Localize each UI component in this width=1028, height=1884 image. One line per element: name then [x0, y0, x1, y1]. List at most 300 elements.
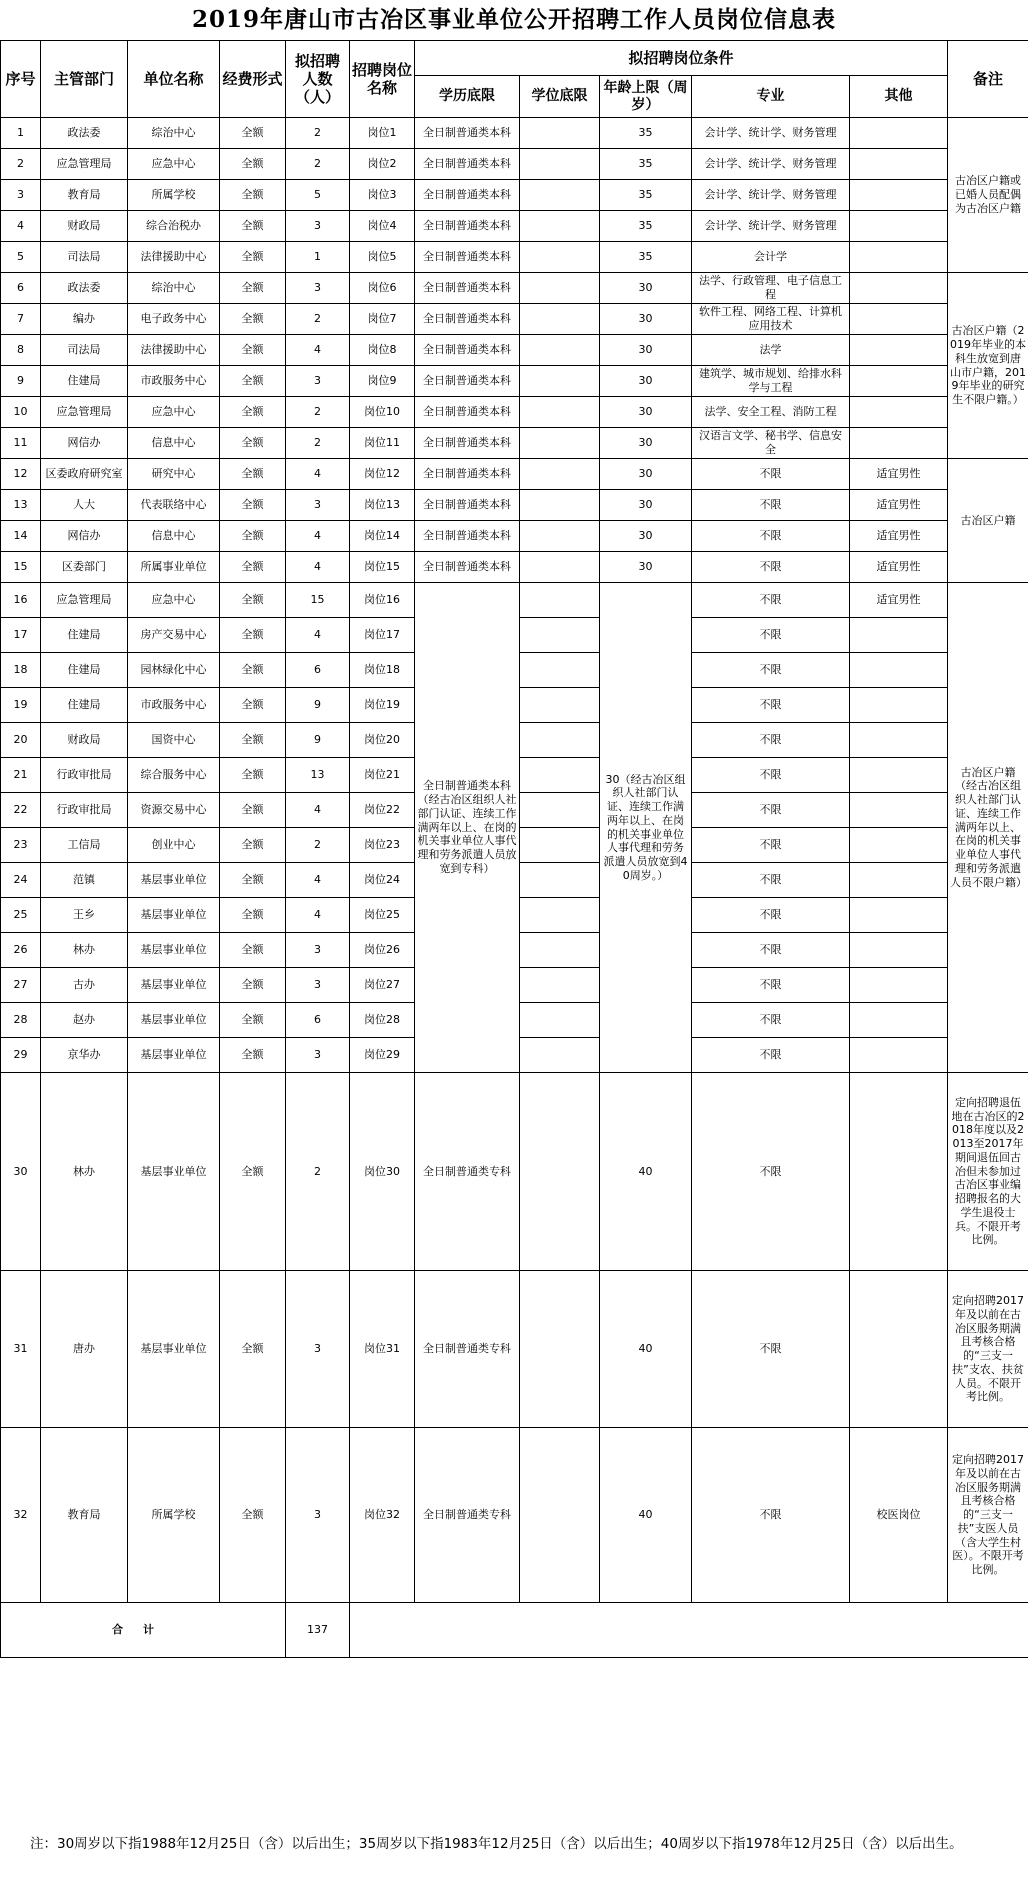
cell-post: 岗位1 — [350, 118, 415, 149]
cell-other: 适宜男性 — [850, 490, 948, 521]
cell-major: 会计学、统计学、财务管理 — [692, 211, 850, 242]
cell-age-merged: 30（经古冶区组织人社部门认证、连续工作满两年以上、在岗的机关事业单位人事代理和劳务派遣人员放宽到40周岁。） — [600, 583, 692, 1073]
header-other: 其他 — [850, 76, 948, 118]
table-row — [1, 552, 1028, 583]
cell-seq: 11 — [1, 428, 41, 459]
header-edu: 学历底限 — [415, 76, 520, 118]
cell-dept: 人大 — [41, 490, 128, 521]
cell-fund: 全额 — [220, 863, 286, 898]
cell-dept: 司法局 — [41, 242, 128, 273]
cell-degree — [520, 653, 600, 688]
cell-count: 3 — [286, 490, 350, 521]
cell-dept: 政法委 — [41, 273, 128, 304]
cell-degree — [520, 366, 600, 397]
cell-dept: 教育局 — [41, 180, 128, 211]
total-row — [1, 1603, 1028, 1658]
cell-edu: 全日制普通类本科 — [415, 366, 520, 397]
cell-edu: 全日制普通类本科 — [415, 273, 520, 304]
cell-edu: 全日制普通类本科 — [415, 490, 520, 521]
cell-fund: 全额 — [220, 335, 286, 366]
cell-post: 岗位32 — [350, 1428, 415, 1603]
cell-degree — [520, 1428, 600, 1603]
cell-unit: 基层事业单位 — [128, 1003, 220, 1038]
cell-dept: 财政局 — [41, 723, 128, 758]
cell-other — [850, 273, 948, 304]
cell-fund: 全额 — [220, 428, 286, 459]
cell-other — [850, 211, 948, 242]
cell-fund: 全额 — [220, 1271, 286, 1428]
cell-major: 不限 — [692, 758, 850, 793]
cell-dept: 应急管理局 — [41, 397, 128, 428]
cell-count: 2 — [286, 118, 350, 149]
cell-count: 4 — [286, 898, 350, 933]
cell-other — [850, 428, 948, 459]
cell-fund: 全额 — [220, 149, 286, 180]
cell-degree — [520, 828, 600, 863]
cell-post: 岗位18 — [350, 653, 415, 688]
cell-dept: 古办 — [41, 968, 128, 1003]
cell-unit: 基层事业单位 — [128, 863, 220, 898]
cell-unit: 园林绿化中心 — [128, 653, 220, 688]
cell-degree — [520, 335, 600, 366]
cell-dept: 网信办 — [41, 428, 128, 459]
cell-fund: 全额 — [220, 1003, 286, 1038]
cell-major: 会计学 — [692, 242, 850, 273]
cell-seq: 16 — [1, 583, 41, 618]
cell-dept: 赵办 — [41, 1003, 128, 1038]
header-fund: 经费形式 — [220, 41, 286, 118]
cell-other — [850, 723, 948, 758]
cell-edu: 全日制普通类本科 — [415, 118, 520, 149]
cell-degree — [520, 1003, 600, 1038]
cell-major: 不限 — [692, 1073, 850, 1271]
cell-other — [850, 304, 948, 335]
cell-remark-merged: 古冶区户籍（经古冶区组织人社部门认证、连续工作满两年以上、在岗的机关事业单位人事代理和劳务派遣人员不限户籍） — [948, 583, 1028, 1073]
cell-edu: 全日制普通类本科 — [415, 335, 520, 366]
cell-degree — [520, 1038, 600, 1073]
table-row — [1, 397, 1028, 428]
cell-age: 40 — [600, 1428, 692, 1603]
cell-remark: 定向招聘2017年及以前在古冶区服务期满且考核合格的“三支一扶”支农、扶贫人员。不限开考比例。 — [948, 1271, 1028, 1428]
cell-count: 3 — [286, 211, 350, 242]
cell-seq: 17 — [1, 618, 41, 653]
cell-other — [850, 793, 948, 828]
cell-seq: 12 — [1, 459, 41, 490]
cell-major: 不限 — [692, 521, 850, 552]
cell-major: 会计学、统计学、财务管理 — [692, 149, 850, 180]
cell-count: 2 — [286, 428, 350, 459]
cell-count: 4 — [286, 521, 350, 552]
cell-edu: 全日制普通类本科 — [415, 397, 520, 428]
header-seq: 序号 — [1, 41, 41, 118]
cell-seq: 30 — [1, 1073, 41, 1271]
cell-unit: 应急中心 — [128, 583, 220, 618]
cell-other: 校医岗位 — [850, 1428, 948, 1603]
cell-unit: 所属学校 — [128, 1428, 220, 1603]
cell-other — [850, 1271, 948, 1428]
cell-major: 不限 — [692, 653, 850, 688]
cell-seq: 7 — [1, 304, 41, 335]
cell-major: 不限 — [692, 898, 850, 933]
cell-fund: 全额 — [220, 490, 286, 521]
cell-age: 35 — [600, 118, 692, 149]
table-row — [1, 490, 1028, 521]
cell-unit: 基层事业单位 — [128, 1073, 220, 1271]
cell-seq: 24 — [1, 863, 41, 898]
table-row — [1, 273, 1028, 304]
cell-unit: 基层事业单位 — [128, 933, 220, 968]
cell-unit: 市政服务中心 — [128, 688, 220, 723]
cell-degree — [520, 149, 600, 180]
cell-fund: 全额 — [220, 118, 286, 149]
cell-major: 法学、安全工程、消防工程 — [692, 397, 850, 428]
cell-dept: 区委政府研究室 — [41, 459, 128, 490]
cell-degree — [520, 397, 600, 428]
cell-degree — [520, 793, 600, 828]
cell-dept: 王乡 — [41, 898, 128, 933]
cell-fund: 全额 — [220, 552, 286, 583]
cell-other — [850, 968, 948, 1003]
cell-remark-merged: 古冶区户籍或已婚人员配偶为古冶区户籍 — [948, 118, 1028, 273]
cell-major: 不限 — [692, 688, 850, 723]
cell-post: 岗位23 — [350, 828, 415, 863]
header-remark: 备注 — [948, 41, 1028, 118]
cell-dept: 京华办 — [41, 1038, 128, 1073]
cell-degree — [520, 898, 600, 933]
cell-post: 岗位9 — [350, 366, 415, 397]
cell-major: 法学 — [692, 335, 850, 366]
cell-count: 15 — [286, 583, 350, 618]
cell-seq: 25 — [1, 898, 41, 933]
cell-unit: 应急中心 — [128, 397, 220, 428]
cell-degree — [520, 723, 600, 758]
cell-post: 岗位8 — [350, 335, 415, 366]
cell-dept: 区委部门 — [41, 552, 128, 583]
cell-count: 1 — [286, 242, 350, 273]
cell-other — [850, 898, 948, 933]
cell-count: 3 — [286, 1038, 350, 1073]
cell-major: 会计学、统计学、财务管理 — [692, 118, 850, 149]
cell-major: 会计学、统计学、财务管理 — [692, 180, 850, 211]
cell-dept: 工信局 — [41, 828, 128, 863]
cell-post: 岗位12 — [350, 459, 415, 490]
table-row — [1, 118, 1028, 149]
cell-unit: 应急中心 — [128, 149, 220, 180]
cell-unit: 国资中心 — [128, 723, 220, 758]
cell-age: 30 — [600, 490, 692, 521]
cell-age: 30 — [600, 335, 692, 366]
cell-major: 不限 — [692, 933, 850, 968]
cell-fund: 全额 — [220, 366, 286, 397]
cell-seq: 23 — [1, 828, 41, 863]
header-dept: 主管部门 — [41, 41, 128, 118]
cell-age: 35 — [600, 149, 692, 180]
cell-fund: 全额 — [220, 180, 286, 211]
page-title: 2019年唐山市古冶区事业单位公开招聘工作人员岗位信息表 — [191, 6, 836, 33]
table-row — [1, 1428, 1028, 1603]
cell-post: 岗位26 — [350, 933, 415, 968]
cell-degree — [520, 863, 600, 898]
cell-count: 4 — [286, 552, 350, 583]
cell-dept: 应急管理局 — [41, 583, 128, 618]
cell-age: 30 — [600, 273, 692, 304]
cell-other — [850, 118, 948, 149]
cell-major: 软件工程、网络工程、计算机应用技术 — [692, 304, 850, 335]
cell-age: 30 — [600, 459, 692, 490]
table-row — [1, 583, 1028, 618]
table-row — [1, 335, 1028, 366]
cell-degree — [520, 521, 600, 552]
cell-other: 适宜男性 — [850, 583, 948, 618]
cell-edu: 全日制普通类本科 — [415, 459, 520, 490]
cell-count: 4 — [286, 618, 350, 653]
cell-unit: 市政服务中心 — [128, 366, 220, 397]
cell-age: 40 — [600, 1271, 692, 1428]
cell-edu: 全日制普通类本科 — [415, 552, 520, 583]
cell-fund: 全额 — [220, 459, 286, 490]
cell-age: 35 — [600, 211, 692, 242]
cell-major: 不限 — [692, 1428, 850, 1603]
cell-seq: 10 — [1, 397, 41, 428]
cell-fund: 全额 — [220, 968, 286, 1003]
cell-seq: 31 — [1, 1271, 41, 1428]
cell-other — [850, 863, 948, 898]
cell-age: 40 — [600, 1073, 692, 1271]
cell-other: 适宜男性 — [850, 552, 948, 583]
cell-count: 3 — [286, 366, 350, 397]
header-conditions: 拟招聘岗位条件 — [415, 41, 948, 76]
cell-post: 岗位7 — [350, 304, 415, 335]
cell-fund: 全额 — [220, 211, 286, 242]
cell-dept: 住建局 — [41, 688, 128, 723]
cell-dept: 林办 — [41, 1073, 128, 1271]
cell-post: 岗位6 — [350, 273, 415, 304]
cell-major: 不限 — [692, 1038, 850, 1073]
cell-other — [850, 397, 948, 428]
cell-age: 30 — [600, 366, 692, 397]
cell-dept: 行政审批局 — [41, 758, 128, 793]
cell-seq: 8 — [1, 335, 41, 366]
cell-edu-merged: 全日制普通类本科（经古冶区组织人社部门认证、连续工作满两年以上、在岗的机关事业单位人事代理和劳务派遣人员放宽到专科） — [415, 583, 520, 1073]
cell-degree — [520, 118, 600, 149]
cell-edu: 全日制普通类专科 — [415, 1428, 520, 1603]
cell-fund: 全额 — [220, 653, 286, 688]
cell-major: 不限 — [692, 723, 850, 758]
cell-post: 岗位2 — [350, 149, 415, 180]
cell-count: 2 — [286, 828, 350, 863]
cell-dept: 财政局 — [41, 211, 128, 242]
cell-post: 岗位15 — [350, 552, 415, 583]
header-age: 年龄上限（周岁） — [600, 76, 692, 118]
cell-count: 6 — [286, 1003, 350, 1038]
cell-unit: 所属学校 — [128, 180, 220, 211]
cell-unit: 综治中心 — [128, 273, 220, 304]
cell-remark-merged: 古冶区户籍（2019年毕业的本科生放宽到唐山市户籍，2019年毕业的研究生不限户籍。） — [948, 273, 1028, 459]
cell-count: 6 — [286, 653, 350, 688]
cell-degree — [520, 618, 600, 653]
cell-major: 不限 — [692, 1271, 850, 1428]
cell-unit: 基层事业单位 — [128, 968, 220, 1003]
table-row — [1, 1073, 1028, 1271]
cell-dept: 政法委 — [41, 118, 128, 149]
cell-unit: 房产交易中心 — [128, 618, 220, 653]
cell-other — [850, 1073, 948, 1271]
cell-post: 岗位14 — [350, 521, 415, 552]
table-row — [1, 149, 1028, 180]
cell-unit: 信息中心 — [128, 428, 220, 459]
cell-count: 3 — [286, 273, 350, 304]
cell-edu: 全日制普通类专科 — [415, 1271, 520, 1428]
cell-post: 岗位19 — [350, 688, 415, 723]
cell-post: 岗位22 — [350, 793, 415, 828]
cell-other — [850, 758, 948, 793]
cell-major: 不限 — [692, 490, 850, 521]
cell-unit: 代表联络中心 — [128, 490, 220, 521]
cell-other: 适宜男性 — [850, 521, 948, 552]
cell-count: 5 — [286, 180, 350, 211]
cell-count: 2 — [286, 1073, 350, 1271]
table-row — [1, 428, 1028, 459]
cell-count: 3 — [286, 933, 350, 968]
cell-degree — [520, 428, 600, 459]
cell-degree — [520, 304, 600, 335]
cell-seq: 22 — [1, 793, 41, 828]
cell-count: 3 — [286, 1271, 350, 1428]
cell-major: 不限 — [692, 618, 850, 653]
cell-age: 35 — [600, 242, 692, 273]
cell-post: 岗位4 — [350, 211, 415, 242]
cell-other — [850, 688, 948, 723]
header-post: 招聘岗位名称 — [350, 41, 415, 118]
cell-dept: 住建局 — [41, 618, 128, 653]
cell-dept: 行政审批局 — [41, 793, 128, 828]
cell-seq: 20 — [1, 723, 41, 758]
cell-count: 13 — [286, 758, 350, 793]
cell-degree — [520, 583, 600, 618]
cell-edu: 全日制普通类本科 — [415, 149, 520, 180]
cell-dept: 住建局 — [41, 653, 128, 688]
cell-degree — [520, 490, 600, 521]
cell-fund: 全额 — [220, 618, 286, 653]
cell-seq: 14 — [1, 521, 41, 552]
cell-post: 岗位16 — [350, 583, 415, 618]
cell-major: 不限 — [692, 1003, 850, 1038]
cell-count: 9 — [286, 723, 350, 758]
cell-unit: 基层事业单位 — [128, 1271, 220, 1428]
cell-count: 4 — [286, 863, 350, 898]
cell-post: 岗位5 — [350, 242, 415, 273]
cell-degree — [520, 459, 600, 490]
cell-unit: 综治中心 — [128, 118, 220, 149]
cell-degree — [520, 933, 600, 968]
cell-post: 岗位13 — [350, 490, 415, 521]
cell-unit: 基层事业单位 — [128, 1038, 220, 1073]
cell-degree — [520, 552, 600, 583]
cell-seq: 13 — [1, 490, 41, 521]
table-row — [1, 180, 1028, 211]
cell-degree — [520, 968, 600, 1003]
cell-remark: 定向招聘退伍地在古冶区的2018年度以及2013至2017年期间退伍回古冶但未参加过古冶区事业编招聘报名的大学生退役士兵。不限开考比例。 — [948, 1073, 1028, 1271]
total-value: 137 — [286, 1603, 350, 1658]
cell-seq: 29 — [1, 1038, 41, 1073]
cell-degree — [520, 1073, 600, 1271]
cell-edu: 全日制普通类本科 — [415, 304, 520, 335]
cell-seq: 1 — [1, 118, 41, 149]
cell-dept: 应急管理局 — [41, 149, 128, 180]
cell-post: 岗位27 — [350, 968, 415, 1003]
cell-count: 2 — [286, 149, 350, 180]
cell-other — [850, 180, 948, 211]
table-row — [1, 211, 1028, 242]
cell-other — [850, 828, 948, 863]
cell-age: 30 — [600, 304, 692, 335]
cell-dept: 林办 — [41, 933, 128, 968]
cell-seq: 32 — [1, 1428, 41, 1603]
cell-seq: 26 — [1, 933, 41, 968]
cell-post: 岗位30 — [350, 1073, 415, 1271]
cell-fund: 全额 — [220, 1073, 286, 1271]
cell-degree — [520, 688, 600, 723]
cell-fund: 全额 — [220, 521, 286, 552]
cell-seq: 18 — [1, 653, 41, 688]
cell-edu: 全日制普通类本科 — [415, 180, 520, 211]
cell-edu: 全日制普通类本科 — [415, 521, 520, 552]
table-row — [1, 459, 1028, 490]
cell-dept: 唐办 — [41, 1271, 128, 1428]
cell-post: 岗位25 — [350, 898, 415, 933]
cell-post: 岗位3 — [350, 180, 415, 211]
cell-degree — [520, 758, 600, 793]
table-row — [1, 521, 1028, 552]
cell-fund: 全额 — [220, 1428, 286, 1603]
cell-unit: 创业中心 — [128, 828, 220, 863]
cell-unit: 所属事业单位 — [128, 552, 220, 583]
cell-edu: 全日制普通类本科 — [415, 428, 520, 459]
cell-other — [850, 242, 948, 273]
cell-age: 30 — [600, 552, 692, 583]
cell-seq: 6 — [1, 273, 41, 304]
cell-count: 9 — [286, 688, 350, 723]
cell-count: 4 — [286, 459, 350, 490]
cell-post: 岗位10 — [350, 397, 415, 428]
cell-unit: 法律援助中心 — [128, 335, 220, 366]
cell-major: 法学、行政管理、电子信息工程 — [692, 273, 850, 304]
cell-edu: 全日制普通类本科 — [415, 211, 520, 242]
cell-count: 2 — [286, 304, 350, 335]
cell-seq: 21 — [1, 758, 41, 793]
cell-major: 不限 — [692, 583, 850, 618]
cell-dept: 网信办 — [41, 521, 128, 552]
cell-post: 岗位20 — [350, 723, 415, 758]
cell-fund: 全额 — [220, 397, 286, 428]
cell-other — [850, 653, 948, 688]
cell-major: 不限 — [692, 863, 850, 898]
table-row — [1, 366, 1028, 397]
cell-post: 岗位24 — [350, 863, 415, 898]
cell-count: 3 — [286, 968, 350, 1003]
cell-age: 30 — [600, 521, 692, 552]
cell-post: 岗位21 — [350, 758, 415, 793]
cell-degree — [520, 180, 600, 211]
cell-other — [850, 366, 948, 397]
cell-age: 30 — [600, 428, 692, 459]
cell-fund: 全额 — [220, 304, 286, 335]
cell-count: 2 — [286, 397, 350, 428]
table-row — [1, 304, 1028, 335]
cell-major: 不限 — [692, 968, 850, 1003]
cell-seq: 5 — [1, 242, 41, 273]
cell-major: 不限 — [692, 459, 850, 490]
